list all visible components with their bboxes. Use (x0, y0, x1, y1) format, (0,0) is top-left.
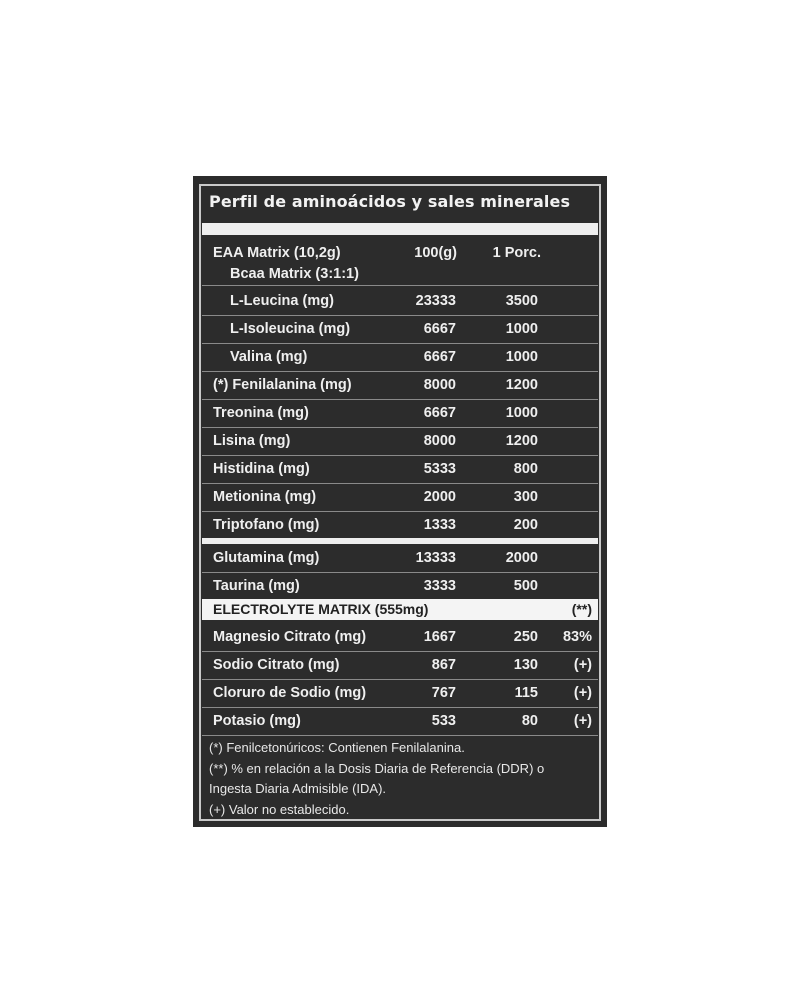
row-name: Valina (mg) (230, 349, 308, 365)
footnote: (**) % en relación a la Dosis Diaria de Referencia (DDR) o (209, 760, 545, 776)
row-name: Cloruro de Sodio (mg) (213, 685, 367, 701)
row-value-100g: 6667 (423, 349, 456, 365)
table-row (202, 544, 598, 573)
row-value-100g: 8000 (423, 377, 456, 393)
table-header (202, 239, 598, 286)
table-row (202, 455, 598, 484)
row-value-100g: 6667 (423, 405, 456, 421)
row-value-100g: 767 (431, 685, 456, 701)
row-value-100g: 2000 (423, 489, 456, 505)
row-name: Triptofano (mg) (213, 517, 320, 533)
row-name: Histidina (mg) (213, 461, 310, 477)
row-name: Potasio (mg) (213, 713, 301, 729)
row-value-porc: 2000 (505, 550, 538, 566)
footnote: (+) Valor no establecido. (209, 801, 350, 817)
row-value-100g: 533 (431, 713, 456, 729)
nutrition-panel (193, 176, 607, 827)
top-divider-bar (202, 223, 598, 235)
table-row (202, 651, 598, 680)
table-row (202, 679, 598, 708)
table-row (202, 572, 598, 600)
row-value-100g: 6667 (423, 321, 456, 337)
row-name: Sodio Citrato (mg) (213, 657, 340, 673)
row-value-100g: 867 (431, 657, 456, 673)
row-value-porc: 1200 (505, 377, 538, 393)
table-row (202, 427, 598, 456)
row-value-pct: 83% (562, 629, 592, 645)
row-value-100g: 3333 (423, 578, 456, 594)
row-name: Taurina (mg) (213, 578, 300, 594)
panel-title: Perfil de aminoácidos y sales minerales (209, 192, 571, 211)
row-name: Lisina (mg) (213, 433, 291, 449)
row-value-porc: 1000 (505, 321, 538, 337)
row-value-100g: 1667 (423, 629, 456, 645)
row-name: L-Isoleucina (mg) (230, 321, 351, 337)
row-value-100g: 8000 (423, 433, 456, 449)
row-value-100g: 23333 (415, 293, 456, 309)
table-row (202, 707, 598, 736)
table-row (202, 623, 598, 652)
row-value-porc: 800 (513, 461, 538, 477)
row-name: L-Leucina (mg) (230, 293, 334, 309)
row-value-porc: 1200 (505, 433, 538, 449)
table-row (202, 511, 598, 539)
electrolyte-label: ELECTROLYTE MATRIX (555mg) (213, 601, 429, 617)
electrolyte-matrix-bar (202, 599, 598, 620)
row-value-pct: (+) (573, 713, 592, 729)
row-name: Glutamina (mg) (213, 550, 320, 566)
header-sub: Bcaa Matrix (3:1:1) (230, 266, 359, 282)
electrolyte-pct: (**) (571, 601, 592, 617)
header-col-porc: 1 Porc. (492, 245, 541, 261)
row-value-pct: (+) (573, 657, 592, 673)
row-name: Treonina (mg) (213, 405, 309, 421)
row-name: Magnesio Citrato (mg) (213, 629, 367, 645)
table-row (202, 287, 598, 316)
header-col-100g: 100(g) (414, 245, 457, 261)
row-value-100g: 5333 (423, 461, 456, 477)
footnotes (209, 738, 544, 820)
row-value-porc: 500 (513, 578, 538, 594)
row-value-100g: 13333 (415, 550, 456, 566)
row-value-porc: 1000 (505, 405, 538, 421)
table-row (202, 483, 598, 512)
row-value-100g: 1333 (423, 517, 456, 533)
row-value-pct: (+) (573, 685, 592, 701)
row-value-porc: 1000 (505, 349, 538, 365)
table-row (202, 371, 598, 400)
row-name: (*) Fenilalanina (mg) (213, 377, 352, 393)
header-name: EAA Matrix (10,2g) (213, 245, 341, 261)
row-value-porc: 300 (513, 489, 538, 505)
footnote: Ingesta Diaria Admisible (IDA). (209, 781, 387, 796)
table-row (202, 399, 598, 428)
row-value-porc: 115 (514, 685, 538, 701)
row-value-porc: 3500 (505, 293, 538, 309)
row-name: Metionina (mg) (213, 489, 317, 505)
row-value-porc: 200 (513, 517, 538, 533)
row-value-porc: 80 (521, 713, 538, 729)
row-value-porc: 250 (513, 629, 538, 645)
table-row (202, 343, 598, 372)
row-value-porc: 130 (513, 657, 538, 673)
table-row (202, 315, 598, 344)
footnote: (*) Fenilcetonúricos: Contienen Fenilalanina. (209, 740, 465, 755)
